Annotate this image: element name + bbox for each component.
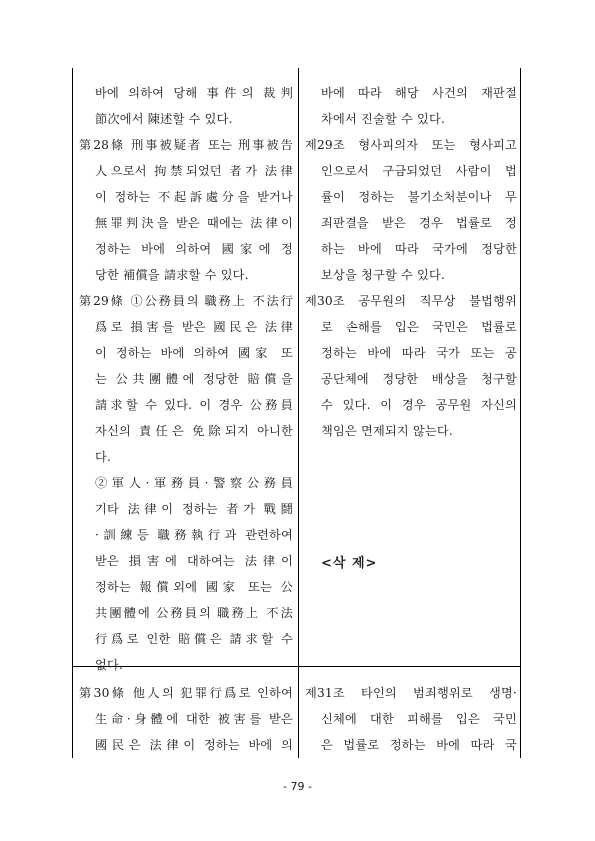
text-line: 공단체에 정당한 배상을 청구할 [321,372,517,386]
text-line: 정하는 바에 따라 국가 또는 공 [321,346,517,360]
text-line: 이 정하는 不起訴處分을 받거나 [95,190,293,204]
left-border-line [72,68,73,758]
article-heading-line: 第30條 他人의 犯罪行爲로 인하여 [79,686,293,700]
article-heading-line: 第29條 ①公務員의 職務上 不法行 [79,294,293,308]
text-line: 없다. [95,658,124,672]
article-heading-line: 제30조 공무원의 직무상 불법행위 [305,294,517,308]
text-line: 共團體에 公務員의 職務上 不法 [95,606,293,620]
text-line: 보상을 청구할 수 있다. [321,268,446,282]
text-line: 차에서 진술할 수 있다. [321,112,446,126]
text-line: 책임은 면제되지 않는다. [321,424,453,438]
article-heading-line: 第28條 刑事被疑者 또는 刑事被告 [79,138,293,152]
text-line: 률이 정하는 불기소처분이나 무 [321,190,517,204]
text-line: 정하는 報償외에 國家 또는 公 [95,580,293,594]
text-line: 바에 따라 해당 사건의 재판절 [321,86,517,100]
text-line: 죄판결을 받은 경우 법률로 정 [321,216,517,230]
text-line: 받은 損害에 대하여는 法律이 [95,554,293,568]
text-line: 國民은 法律이 정하는 바에 의 [95,738,293,752]
text-line: 기타 法律이 정하는 者가 戰鬪 [95,502,293,516]
text-line: 無罪判決을 받은 때에는 法律이 [95,216,293,230]
text-line: 는 公共團體에 정당한 賠償을 [95,372,293,386]
text-line: ·訓練등 職務執行과 관련하여 [95,528,293,542]
text-line: 바에 의하여 당해 事件의 裁判 [95,86,293,100]
text-line: 이 정하는 바에 의하여 國家 또 [95,346,293,360]
column-divider [298,68,299,758]
deleted-marker: <삭 제> [321,556,378,571]
text-line: 人으로서 拘禁되었던 者가 法律 [95,164,293,178]
text-line: 다. [95,450,112,464]
text-line: 정하는 바에 의하여 國家에 정 [95,242,293,256]
text-line: 은 법률로 정하는 바에 따라 국 [321,738,517,752]
text-line: 신체에 대한 피해를 입은 국민 [321,712,517,726]
text-line: 로 손해를 입은 국민은 법률로 [321,320,517,334]
text-line: 節次에서 陳述할 수 있다. [95,112,233,126]
text-line: 당한 補償을 請求할 수 있다. [95,268,249,282]
text-line: 生命·身體에 대한 被害를 받은 [95,712,293,726]
section-separator-right [299,666,521,667]
text-line: 爲로 損害를 받은 國民은 法律 [95,320,293,334]
text-line: 인으로서 구금되었던 사람이 법 [321,164,517,178]
right-border-line [520,68,521,758]
text-line: 하는 바에 따라 국가에 정당한 [321,242,517,256]
page-number: - 79 - [283,780,312,793]
article-heading-line: 제29조 형사피의자 또는 형사피고 [305,138,517,152]
text-line: 請求할 수 있다. 이 경우 公務員 [95,398,293,412]
text-line: 行爲로 인한 賠償은 請求할 수 [95,632,293,646]
text-line: 자신의 責任은 免除되지 아니한 [95,424,293,438]
article-heading-line: 제31조 타인의 범죄행위로 생명· [305,686,517,700]
paragraph-start-line: ②軍人·軍務員·警察公務員 [95,476,293,490]
text-line: 수 있다. 이 경우 공무원 자신의 [321,398,517,412]
